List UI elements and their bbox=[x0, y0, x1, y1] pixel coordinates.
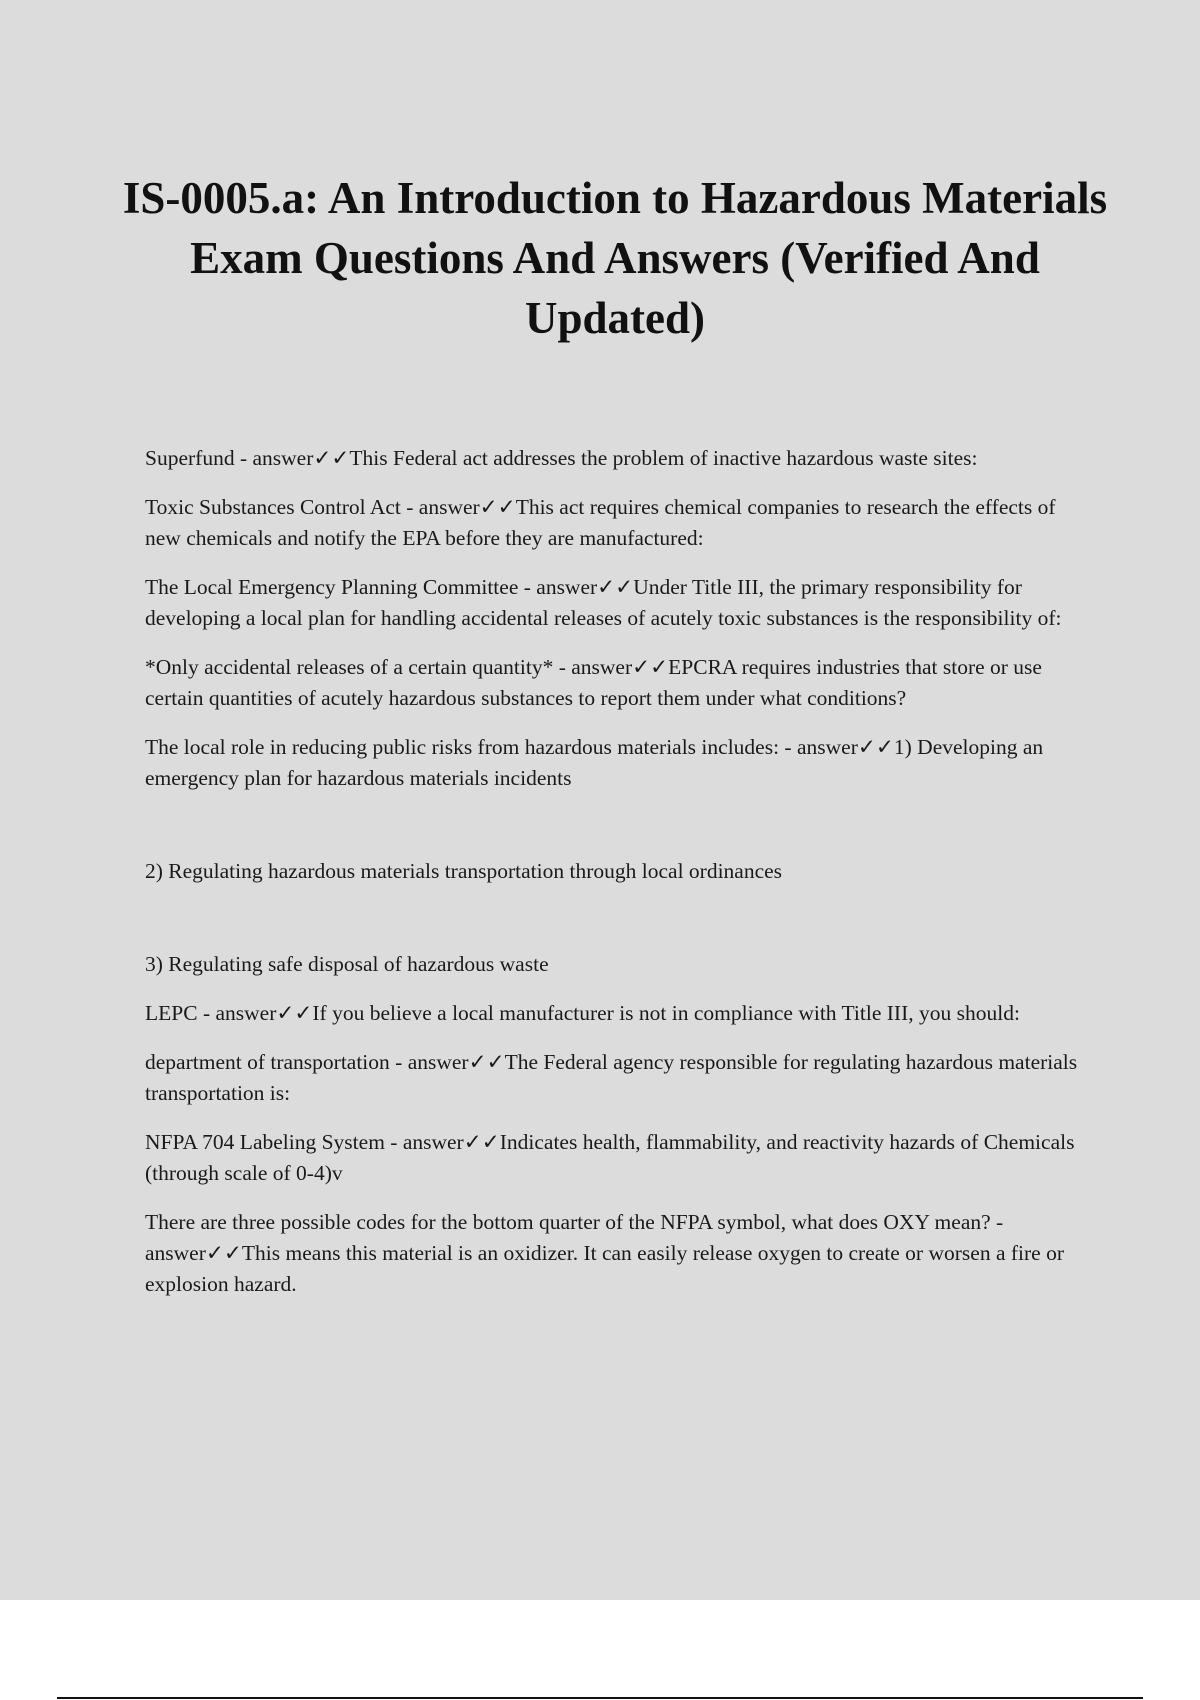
qa-local-role-item-3: 3) Regulating safe disposal of hazardous waste bbox=[145, 952, 549, 976]
qa-nfpa-704: NFPA 704 Labeling System - answer✓✓Indicates health, flammability, and reactivity hazards of Chemicals (through scale of 0-4)v bbox=[145, 1130, 1075, 1185]
qa-superfund: Superfund - answer✓✓This Federal act addresses the problem of inactive hazardous waste sites: bbox=[145, 446, 978, 470]
qa-toxic-substances: Toxic Substances Control Act - answer✓✓This act requires chemical companies to research the effects of new chemicals and notify the EPA before they are manufactured: bbox=[145, 495, 1056, 550]
qa-department-of-transportation: department of transportation - answer✓✓The Federal agency responsible for regulating hazardous materials transportation is: bbox=[145, 1050, 1078, 1105]
document-title: IS-0005.a: An Introduction to Hazardous Materials Exam Questions And Answers (Verified And Updated) bbox=[122, 173, 1108, 343]
qa-lepc: LEPC - answer✓✓If you believe a local manufacturer is not in compliance with Title III, you should: bbox=[145, 1001, 1020, 1025]
qa-list bbox=[145, 443, 1095, 1318]
qa-local-role-item-2: 2) Regulating hazardous materials transportation through local ordinances bbox=[145, 859, 783, 883]
qa-accidental-releases: *Only accidental releases of a certain quantity* - answer✓✓EPCRA requires industries that store or use certain quantities of acutely hazardous substances to report them under what conditions? bbox=[145, 655, 1042, 710]
footer-divider bbox=[57, 1697, 1143, 1699]
qa-local-emergency-planning: The Local Emergency Planning Committee - answer✓✓Under Title III, the primary responsibility for developing a local plan for handling accidental releases of acutely toxic substances is the responsibility of: bbox=[145, 575, 1062, 630]
qa-local-role: The local role in reducing public risks from hazardous materials includes: - answer✓✓1) Developing an emergency plan for hazardous materials incidents bbox=[145, 735, 1044, 790]
qa-oxy-code: There are three possible codes for the bottom quarter of the NFPA symbol, what does OXY mean? - answer✓✓This means this material is an oxidizer. It can easily release oxygen to create or worsen a fire or explosion hazard. bbox=[145, 1210, 1064, 1296]
